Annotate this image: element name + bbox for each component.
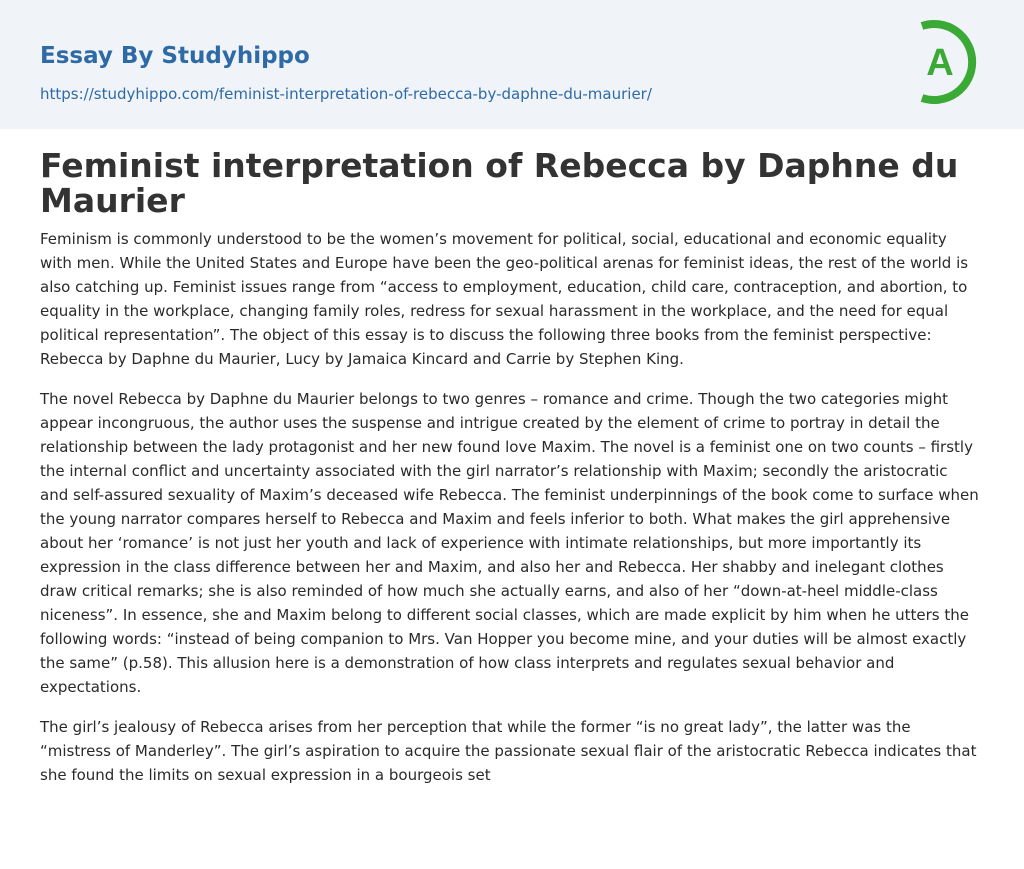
studyhippo-logo-icon[interactable] bbox=[912, 18, 988, 106]
essay-url-link[interactable]: https://studyhippo.com/feminist-interpretation-of-rebecca-by-daphne-du-maurier/ bbox=[40, 85, 652, 103]
article-content bbox=[40, 148, 980, 803]
article-title: Feminist interpretation of Rebecca by Daphne du Maurier bbox=[40, 146, 959, 220]
svg-text:A: A bbox=[926, 42, 954, 84]
site-title[interactable]: Essay By Studyhippo bbox=[40, 43, 310, 69]
site-header bbox=[0, 0, 1024, 129]
paragraph: Feminism is commonly understood to be the women’s movement for political, social, educational and economic equality with men. While the United States and Europe have been the geo-political arenas for feminist ideas, the rest of the world is also catching up. Feminist issues range from “access to employment, education, child care, contraception, and abortion, to equality in the workplace, changing family roles, redress for sexual harassment in the workplace, and the need for equal political representation”. The object of this essay is to discuss the following three books from the feminist perspective: Rebecca by Daphne du Maurier, Lucy by Jamaica Kincard and Carrie by Stephen King. bbox=[40, 230, 969, 368]
paragraph: The girl’s jealousy of Rebecca arises from her perception that while the former “is no great lady”, the latter was the “mistress of Manderley”. The girl’s aspiration to acquire the passionate sexual flair of the aristocratic Rebecca indicates that she found the limits on sexual expression in a bourgeois set bbox=[40, 718, 977, 784]
paragraph: The novel Rebecca by Daphne du Maurier belongs to two genres – romance and crime. Though the two categories might appear incongruous, the author uses the suspense and intrigue created by the element of crime to portray in detail the relationship between the lady protagonist and her new found love Maxim. The novel is a feminist one on two counts – firstly the internal conflict and uncertainty associated with the girl narrator’s relationship with Maxim; secondly the aristocratic and self-assured sexuality of Maxim’s deceased wife Rebecca. The feminist underpinnings of the book come to surface when the young narrator compares herself to Rebecca and Maxim and feels inferior to both. What makes the girl apprehensive about her ‘romance’ is not just her youth and lack of experience with intimate relationships, but more importantly its expression in the class difference between her and Maxim, and also her and Rebecca. Her shabby and inelegant clothes draw critical remarks; she is also reminded of how much she actually earns, and also of her “down-at-heel middle-class niceness”. In essence, she and Maxim belong to different social classes, which are made explicit by him when he utters the following words: “instead of being companion to Mrs. Van Hopper you become mine, and your duties will be almost exactly the same” (p.58). This allusion here is a demonstration of how class interprets and regulates sexual behavior and expectations. bbox=[40, 390, 979, 696]
article-body bbox=[40, 227, 980, 787]
